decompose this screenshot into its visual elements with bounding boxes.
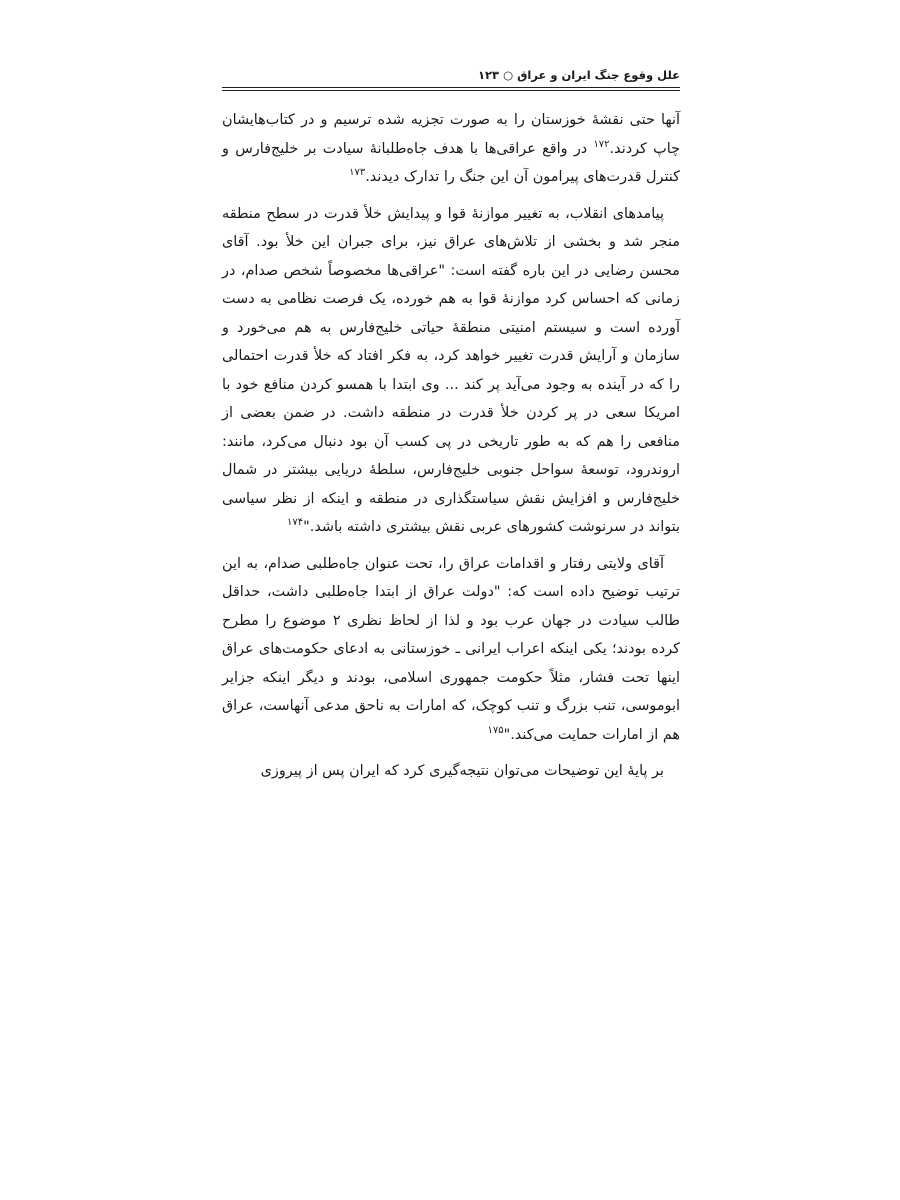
footnote-ref: ۱۷۴: [287, 517, 304, 529]
body-text: [222, 106, 680, 794]
paragraph-text: بر پایهٔ این توضیحات می‌توان نتیجه‌گیری کرد که ایران پس از پیروزی: [260, 763, 664, 779]
paragraph: [222, 757, 680, 786]
header-rule: [222, 87, 680, 88]
running-title: علل وقوع جنگ ایران و عراق ○ ۱۲۳: [478, 68, 680, 82]
paragraph-text: در واقع عراقی‌ها با هدف جاه‌طلبانهٔ سیادت بر خلیج‌فارس و کنترل قدرت‌های پیرامون آن این جنگ را تدارک دیدند.: [222, 140, 680, 185]
paragraph-text: پیامدهای انقلاب، به تغییر موازنهٔ قوا و پیدایش خلأ قدرت در سطح منطقه منجر شد و بخشی از تلاش‌های عراق نیز، برای جبران این خلأ بود. آقای محسن رضایی در این باره گفته است: "عراقی‌ها مخصوصاً شخص صدام، در زمانی که احساس کرد موازنهٔ قوا به هم خورده، یک فرصت نظامی به دست آورده است و سیستم امنیتی منطقهٔ حیاتی خلیج‌فارس به هم می‌خورد و سازمان و آرایش قدرت تغییر خواهد کرد، به فکر افتاد که خلأ قدرت احتمالی را که در آینده به وجود می‌آید پر کند ... وی ابتدا با همسو کردن منافع خود با امریکا سعی در پر کردن خلأ قدرت در منطقه داشت. در ضمن بعضی از منافعی را هم که به طور تاریخی در پی کسب آن بود دنبال می‌کرد، مانند: اروندرود، توسعهٔ سواحل جنوبی خلیج‌فارس، سلطهٔ دریایی بیشتر در شمال خلیج‌فارس و افزایش نقش سیاستگذاری در منطقه و اینکه از نظر سیاسی بتواند در سرنوشت کشورهای عربی نقش بیشتری داشته باشد.": [222, 205, 680, 535]
footnote-ref: ۱۷۵: [487, 724, 504, 736]
running-header: [222, 62, 680, 92]
footnote-ref: ۱۷۳: [349, 167, 366, 179]
paragraph-text: آنها حتی نقشهٔ خوزستان را به صورت تجزیه شده ترسیم و در کتاب‌هایشان چاپ کردند.: [222, 112, 680, 157]
header-rule-double: [222, 90, 680, 91]
paragraph: [222, 550, 680, 750]
paragraph: [222, 200, 680, 542]
paragraph-text: آقای ولایتی رفتار و اقدامات عراق را، تحت عنوان جاه‌طلبی صدام، به این ترتیب توضیح داده است که: "دولت عراق از ابتدا جاه‌طلبی داشت، حداقل طالب سیادت در جهان عرب بود و لذا از لحاظ نظری ۲ موضوع را مطرح کرده بودند؛ یکی اینکه اعراب ایرانی ـ خوزستانی به ادعای حکومت‌های عراق اینها تحت فشار، مثلاً حکومت جمهوری اسلامی، بودند و دیگر اینکه جزایر ابوموسی، تنب بزرگ و تنب کوچک، که امارات به ناحق مدعی آنهاست، عراق هم از امارات حمایت می‌کند.": [222, 555, 681, 743]
paragraph: [222, 106, 680, 192]
footnote-ref: ۱۷۲: [593, 138, 610, 150]
